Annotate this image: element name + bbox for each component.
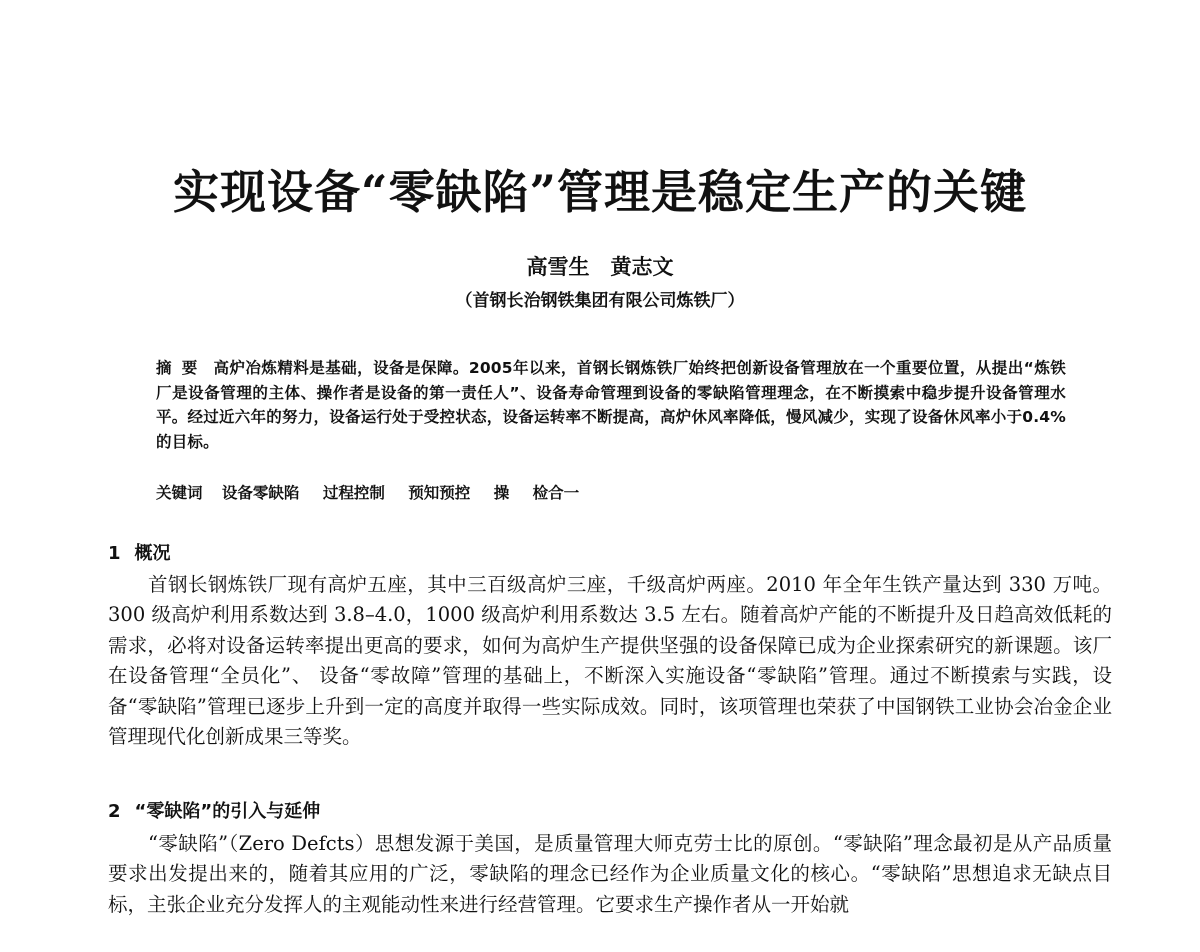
section-number: 1 [108,543,121,564]
paper-affiliation: （首钢长治钢铁集团有限公司炼铁厂） [455,291,745,311]
keywords-block [156,481,1066,505]
abstract-text: 高炉冶炼精料是基础，设备是保障。2005年以来，首钢长钢炼铁厂始终把创新设备管理放在一个重要位置，从提出“炼铁厂是设备管理的主体、操作者是设备的第一责任人”、设备寿命管理到设备的零缺陷管理理念，在不断摸索中稳步提升设备管理水平。经过近六年的努力，设备运行处于受控状态，设备运转率不断提高，高炉休风率降低，慢风减少，实现了设备休风率小于0.4%的目标。 [156,359,1066,451]
paper-authors: 高雪生 黄志文 [526,254,674,279]
keywords-label: 关键词 [156,484,203,502]
keyword-item: 过程控制 [322,484,385,502]
abstract-block [156,356,1066,454]
section-heading [108,799,320,825]
section-heading [108,541,171,567]
section-paragraph: 首钢长钢炼铁厂现有高炉五座，其中三百级高炉三座，千级高炉两座。2010 年全年生铁产量达到 330 万吨。300 级高炉利用系数达到 3.8–4.0，1000 级高炉利用系数达 3.5 左右。随着高炉产能的不断提升及日趋高效低耗的需求，必将对设备运转率提出更高的要求，如何为高炉生产提供坚强的设备保障已成为企业探索研究的新课题。该厂在设备管理“全员化”、 设备“零故障”管理的基础上，不断深入实施设备“零缺陷”管理。通过不断摸索与实践，设备“零缺陷”管理已逐步上升到一定的高度并取得一些实际成效。同时，该项管理也荣获了中国钢铁工业协会冶金企业管理现代化创新成果三等奖。 [108,573,1112,749]
keyword-item: 预知预控 [408,484,471,502]
section-title: “零缺陷”的引入与延伸 [134,801,321,822]
keyword-item: 设备零缺陷 [221,484,300,502]
section-paragraph: “零缺陷”（Zero Defcts）思想发源于美国，是质量管理大师克劳士比的原创。“零缺陷”理念最初是从产品质量要求出发提出来的，随着其应用的广泛，零缺陷的理念已经作为企业质量文化的核心。“零缺陷”思想追求无缺点目标，主张企业充分发挥人的主观能动性来进行经营管理。它要求生产操作者从一开始就 [108,832,1112,916]
section-number: 2 [108,801,121,822]
keyword-item: 操 [493,484,510,502]
paper-title: 实现设备“零缺陷”管理是稳定生产的关键 [173,165,1027,219]
abstract-label: 摘要 [156,359,208,377]
section-title: 概况 [134,543,171,564]
keyword-item: 检合一 [532,484,580,502]
